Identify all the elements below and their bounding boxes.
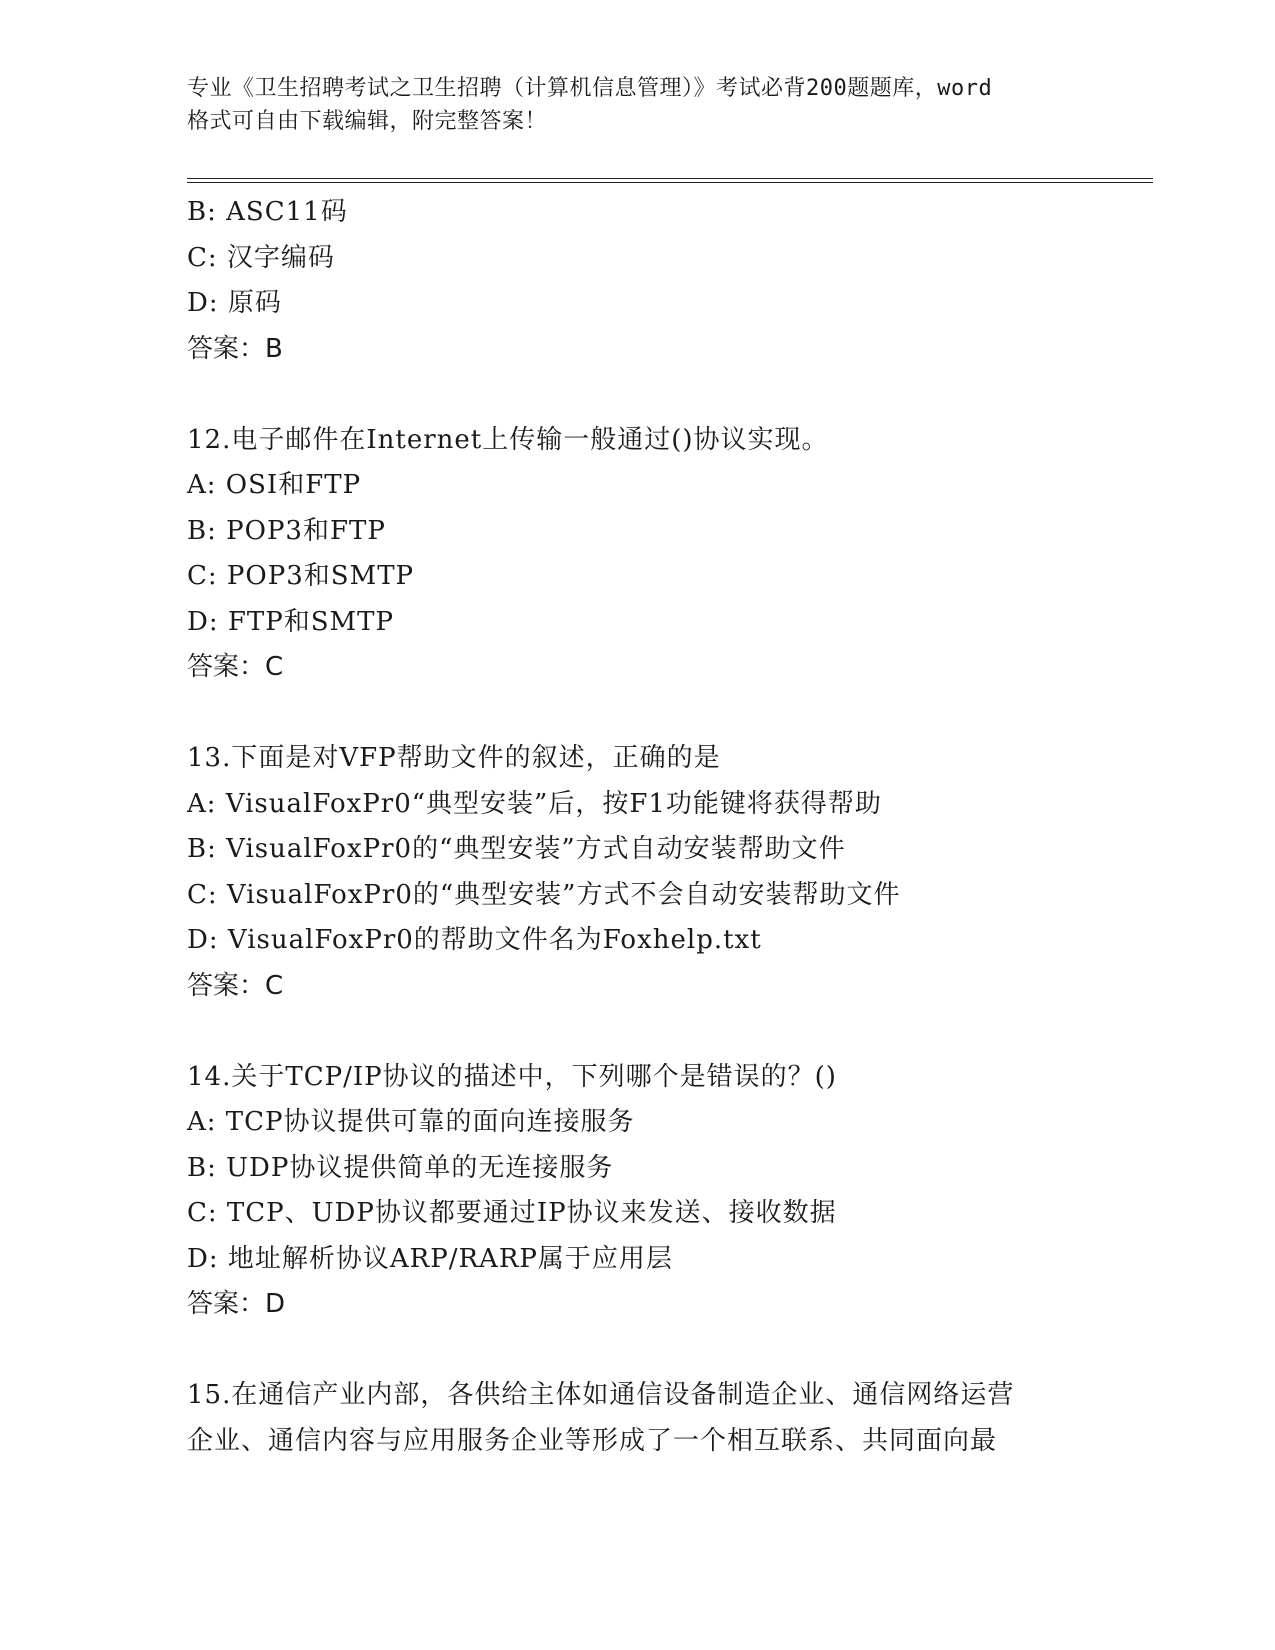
option-b: B: POP3和FTP xyxy=(187,515,386,546)
question-11-tail xyxy=(187,190,1087,372)
question-stem-line-2: 企业、通信内容与应用服务企业等形成了一个相互联系、共同面向最 xyxy=(187,1425,998,1456)
answer-line: 答案：D xyxy=(187,1289,286,1319)
question-spacer xyxy=(187,1328,1087,1374)
header-title-line-1: 专业《卫生招聘考试之卫生招聘（计算机信息管理）》考试必背200题题库，word xyxy=(187,76,993,101)
question-spacer xyxy=(187,372,1087,418)
question-15 xyxy=(187,1373,1087,1464)
option-d: D: VisualFoxPr0的帮助文件名为Foxhelp.txt xyxy=(187,925,762,955)
question-list xyxy=(187,190,1087,1464)
option-a: A: OSI和FTP xyxy=(187,470,362,500)
answer-line: 答案：C xyxy=(187,652,284,682)
option-c: C: TCP、UDP协议都要通过IP协议来发送、接收数据 xyxy=(187,1198,837,1228)
option-d: D: 地址解析协议ARP/RARP属于应用层 xyxy=(187,1243,673,1274)
question-stem: 12.电子邮件在Internet上传输一般通过()协议实现。 xyxy=(187,424,829,455)
option-c: C: 汉字编码 xyxy=(187,242,335,273)
question-12 xyxy=(187,418,1087,691)
header-title-line-2: 格式可自由下载编辑，附完整答案！ xyxy=(187,109,548,134)
option-a: A: VisualFoxPr0“典型安装”后，按F1功能键将获得帮助 xyxy=(187,788,882,819)
option-b: B: VisualFoxPr0的“典型安装”方式自动安装帮助文件 xyxy=(187,834,846,864)
option-b: B: UDP协议提供简单的无连接服务 xyxy=(187,1152,614,1183)
option-c: C: POP3和SMTP xyxy=(187,561,415,591)
option-d: D: 原码 xyxy=(187,288,282,318)
option-c: C: VisualFoxPr0的“典型安装”方式不会自动安装帮助文件 xyxy=(187,879,901,910)
question-stem-line-1: 15.在通信产业内部，各供给主体如通信设备制造企业、通信网络运营 xyxy=(187,1380,1015,1410)
header-divider xyxy=(187,178,1153,183)
answer-line: 答案：B xyxy=(187,333,283,364)
option-a: A: TCP协议提供可靠的面向连接服务 xyxy=(187,1107,635,1137)
question-spacer xyxy=(187,1009,1087,1055)
question-spacer xyxy=(187,691,1087,737)
option-d: D: FTP和SMTP xyxy=(187,606,395,637)
page-header xyxy=(187,72,1087,138)
question-stem: 13.下面是对VFP帮助文件的叙述，正确的是 xyxy=(187,743,721,773)
question-14 xyxy=(187,1055,1087,1328)
option-b: B: ASC11码 xyxy=(187,197,348,227)
question-stem: 14.关于TCP/IP协议的描述中，下列哪个是错误的？() xyxy=(187,1061,837,1092)
question-13 xyxy=(187,736,1087,1009)
answer-line: 答案：C xyxy=(187,970,284,1001)
